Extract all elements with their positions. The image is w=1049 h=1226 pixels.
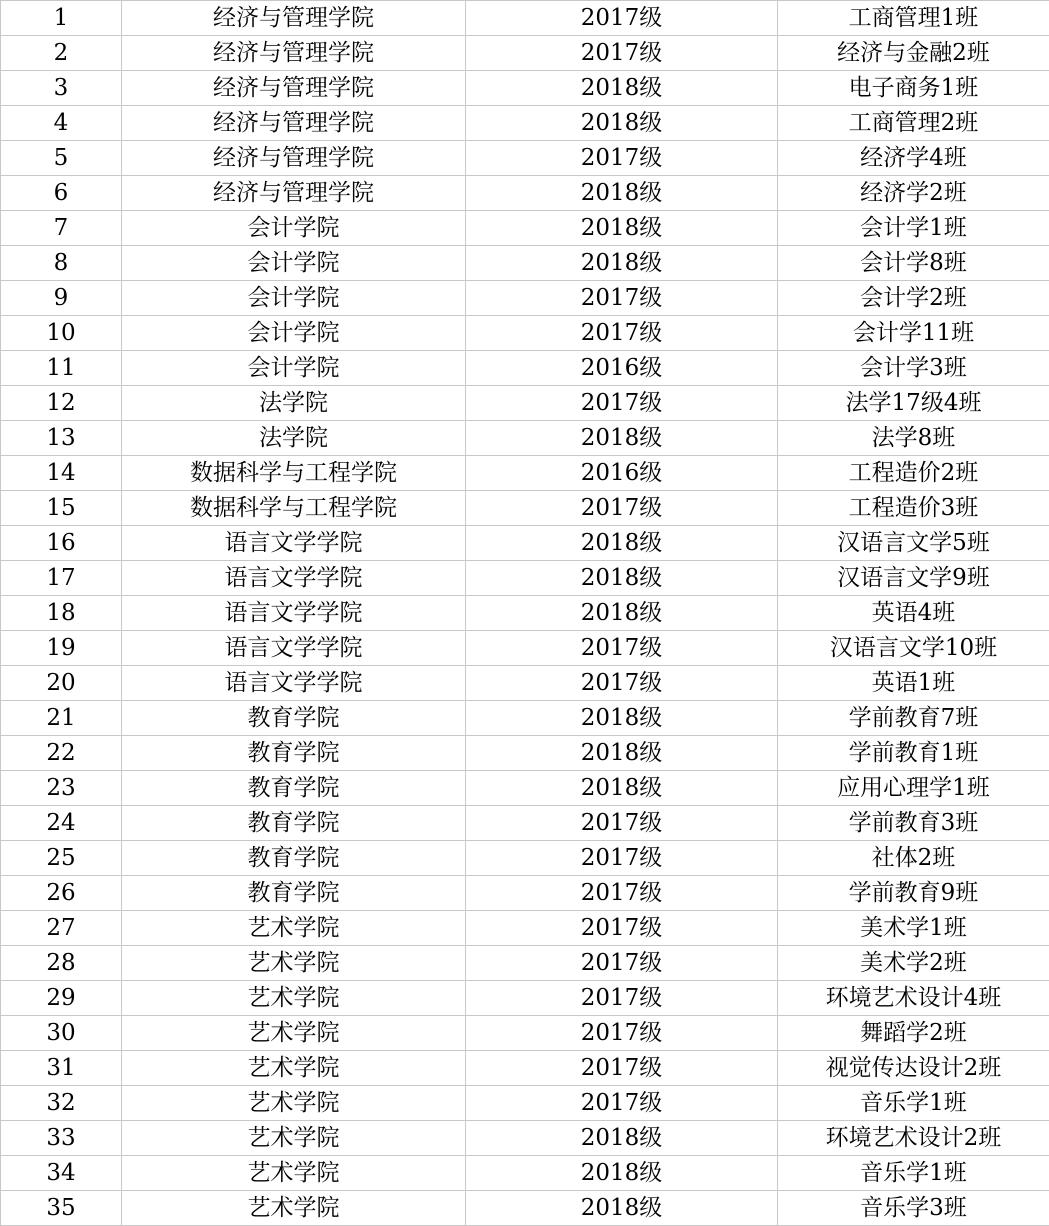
row-number-cell: 11: [1, 351, 122, 386]
class-name-cell: 学前教育1班: [778, 736, 1049, 771]
table-row: [1, 911, 1049, 946]
grade-cell: 2018级: [466, 771, 778, 806]
college-cell: 教育学院: [122, 701, 466, 736]
row-number-cell: 30: [1, 1016, 122, 1051]
class-name-cell: 英语1班: [778, 666, 1049, 701]
college-cell: 语言文学学院: [122, 596, 466, 631]
row-number-cell: 27: [1, 911, 122, 946]
class-name-cell: 会计学11班: [778, 316, 1049, 351]
class-name-cell: 会计学8班: [778, 246, 1049, 281]
table-row: [1, 1086, 1049, 1121]
row-number-cell: 5: [1, 141, 122, 176]
class-name-cell: 汉语言文学5班: [778, 526, 1049, 561]
grade-cell: 2017级: [466, 281, 778, 316]
college-cell: 教育学院: [122, 876, 466, 911]
table-row: [1, 36, 1049, 71]
row-number-cell: 21: [1, 701, 122, 736]
table-row: [1, 71, 1049, 106]
row-number-cell: 23: [1, 771, 122, 806]
college-cell: 经济与管理学院: [122, 141, 466, 176]
row-number-cell: 18: [1, 596, 122, 631]
grade-cell: 2018级: [466, 1121, 778, 1156]
grade-cell: 2018级: [466, 1191, 778, 1226]
table-row: [1, 176, 1049, 211]
row-number-cell: 17: [1, 561, 122, 596]
grade-cell: 2018级: [466, 596, 778, 631]
grade-cell: 2017级: [466, 1, 778, 36]
college-cell: 经济与管理学院: [122, 106, 466, 141]
row-number-cell: 16: [1, 526, 122, 561]
class-name-cell: 学前教育9班: [778, 876, 1049, 911]
table-row: [1, 841, 1049, 876]
table-row: [1, 1, 1049, 36]
college-cell: 语言文学学院: [122, 666, 466, 701]
college-cell: 经济与管理学院: [122, 176, 466, 211]
class-name-cell: 视觉传达设计2班: [778, 1051, 1049, 1086]
row-number-cell: 29: [1, 981, 122, 1016]
grade-cell: 2017级: [466, 386, 778, 421]
class-name-cell: 环境艺术设计4班: [778, 981, 1049, 1016]
row-number-cell: 10: [1, 316, 122, 351]
table-row: [1, 736, 1049, 771]
class-name-cell: 法学8班: [778, 421, 1049, 456]
table-row: [1, 806, 1049, 841]
class-name-cell: 美术学2班: [778, 946, 1049, 981]
class-name-cell: 英语4班: [778, 596, 1049, 631]
grade-cell: 2017级: [466, 141, 778, 176]
grade-cell: 2017级: [466, 841, 778, 876]
table-row: [1, 981, 1049, 1016]
college-cell: 经济与管理学院: [122, 1, 466, 36]
class-name-cell: 经济学4班: [778, 141, 1049, 176]
class-name-cell: 会计学3班: [778, 351, 1049, 386]
row-number-cell: 33: [1, 1121, 122, 1156]
grade-cell: 2018级: [466, 421, 778, 456]
row-number-cell: 19: [1, 631, 122, 666]
table-row: [1, 211, 1049, 246]
college-cell: 法学院: [122, 421, 466, 456]
grade-cell: 2018级: [466, 736, 778, 771]
college-cell: 教育学院: [122, 806, 466, 841]
college-cell: 教育学院: [122, 736, 466, 771]
grade-cell: 2018级: [466, 106, 778, 141]
table-row: [1, 701, 1049, 736]
grade-cell: 2018级: [466, 701, 778, 736]
grade-cell: 2017级: [466, 1086, 778, 1121]
college-cell: 艺术学院: [122, 911, 466, 946]
table-row: [1, 561, 1049, 596]
college-cell: 会计学院: [122, 246, 466, 281]
table-row: [1, 596, 1049, 631]
table-row: [1, 526, 1049, 561]
class-name-cell: 会计学2班: [778, 281, 1049, 316]
row-number-cell: 1: [1, 1, 122, 36]
table-row: [1, 876, 1049, 911]
table-row: [1, 1156, 1049, 1191]
college-cell: 经济与管理学院: [122, 36, 466, 71]
row-number-cell: 4: [1, 106, 122, 141]
row-number-cell: 2: [1, 36, 122, 71]
table-row: [1, 1051, 1049, 1086]
college-cell: 会计学院: [122, 211, 466, 246]
table-row: [1, 946, 1049, 981]
college-cell: 艺术学院: [122, 1121, 466, 1156]
grade-cell: 2017级: [466, 1051, 778, 1086]
class-name-cell: 工程造价3班: [778, 491, 1049, 526]
grade-cell: 2017级: [466, 911, 778, 946]
college-cell: 教育学院: [122, 841, 466, 876]
table-row: [1, 421, 1049, 456]
college-cell: 教育学院: [122, 771, 466, 806]
grade-cell: 2018级: [466, 176, 778, 211]
table-row: [1, 456, 1049, 491]
row-number-cell: 12: [1, 386, 122, 421]
table-row: [1, 106, 1049, 141]
college-cell: 会计学院: [122, 316, 466, 351]
table-row: [1, 1191, 1049, 1226]
row-number-cell: 31: [1, 1051, 122, 1086]
class-name-cell: 汉语言文学9班: [778, 561, 1049, 596]
college-cell: 数据科学与工程学院: [122, 456, 466, 491]
class-name-cell: 汉语言文学10班: [778, 631, 1049, 666]
class-name-cell: 经济与金融2班: [778, 36, 1049, 71]
grade-cell: 2017级: [466, 981, 778, 1016]
class-name-cell: 工商管理1班: [778, 1, 1049, 36]
grade-cell: 2017级: [466, 946, 778, 981]
college-cell: 语言文学学院: [122, 561, 466, 596]
class-name-cell: 应用心理学1班: [778, 771, 1049, 806]
grade-cell: 2017级: [466, 36, 778, 71]
table-row: [1, 246, 1049, 281]
college-cell: 语言文学学院: [122, 526, 466, 561]
grade-cell: 2016级: [466, 456, 778, 491]
table-row: [1, 141, 1049, 176]
grade-cell: 2018级: [466, 526, 778, 561]
college-cell: 数据科学与工程学院: [122, 491, 466, 526]
table-row: [1, 666, 1049, 701]
grade-cell: 2017级: [466, 666, 778, 701]
class-name-cell: 电子商务1班: [778, 71, 1049, 106]
grade-cell: 2017级: [466, 491, 778, 526]
college-cell: 艺术学院: [122, 1156, 466, 1191]
table-row: [1, 351, 1049, 386]
college-cell: 语言文学学院: [122, 631, 466, 666]
college-cell: 艺术学院: [122, 1191, 466, 1226]
row-number-cell: 7: [1, 211, 122, 246]
table-row: [1, 631, 1049, 666]
row-number-cell: 15: [1, 491, 122, 526]
grade-cell: 2018级: [466, 1156, 778, 1191]
college-cell: 法学院: [122, 386, 466, 421]
college-cell: 经济与管理学院: [122, 71, 466, 106]
row-number-cell: 24: [1, 806, 122, 841]
grade-cell: 2017级: [466, 806, 778, 841]
class-name-cell: 美术学1班: [778, 911, 1049, 946]
row-number-cell: 14: [1, 456, 122, 491]
table-row: [1, 281, 1049, 316]
grade-cell: 2016级: [466, 351, 778, 386]
class-name-cell: 工商管理2班: [778, 106, 1049, 141]
row-number-cell: 20: [1, 666, 122, 701]
college-cell: 会计学院: [122, 351, 466, 386]
table-row: [1, 316, 1049, 351]
class-name-cell: 学前教育3班: [778, 806, 1049, 841]
grade-cell: 2018级: [466, 561, 778, 596]
college-cell: 会计学院: [122, 281, 466, 316]
class-name-cell: 环境艺术设计2班: [778, 1121, 1049, 1156]
row-number-cell: 13: [1, 421, 122, 456]
table-row: [1, 771, 1049, 806]
class-name-cell: 经济学2班: [778, 176, 1049, 211]
college-cell: 艺术学院: [122, 1086, 466, 1121]
row-number-cell: 3: [1, 71, 122, 106]
grade-cell: 2017级: [466, 1016, 778, 1051]
table-row: [1, 1016, 1049, 1051]
class-name-cell: 学前教育7班: [778, 701, 1049, 736]
grade-cell: 2017级: [466, 316, 778, 351]
class-name-cell: 音乐学3班: [778, 1191, 1049, 1226]
row-number-cell: 25: [1, 841, 122, 876]
college-cell: 艺术学院: [122, 981, 466, 1016]
row-number-cell: 6: [1, 176, 122, 211]
grade-cell: 2018级: [466, 246, 778, 281]
class-name-cell: 法学17级4班: [778, 386, 1049, 421]
row-number-cell: 9: [1, 281, 122, 316]
row-number-cell: 8: [1, 246, 122, 281]
table-row: [1, 1121, 1049, 1156]
row-number-cell: 34: [1, 1156, 122, 1191]
table-body: [1, 1, 1049, 1226]
row-number-cell: 28: [1, 946, 122, 981]
class-name-cell: 音乐学1班: [778, 1086, 1049, 1121]
class-name-cell: 舞蹈学2班: [778, 1016, 1049, 1051]
college-cell: 艺术学院: [122, 1051, 466, 1086]
table-row: [1, 491, 1049, 526]
college-cell: 艺术学院: [122, 1016, 466, 1051]
row-number-cell: 26: [1, 876, 122, 911]
row-number-cell: 32: [1, 1086, 122, 1121]
class-name-cell: 音乐学1班: [778, 1156, 1049, 1191]
grade-cell: 2017级: [466, 876, 778, 911]
class-name-cell: 会计学1班: [778, 211, 1049, 246]
college-cell: 艺术学院: [122, 946, 466, 981]
grade-cell: 2018级: [466, 71, 778, 106]
class-name-cell: 社体2班: [778, 841, 1049, 876]
table-row: [1, 386, 1049, 421]
grade-cell: 2018级: [466, 211, 778, 246]
row-number-cell: 22: [1, 736, 122, 771]
class-name-cell: 工程造价2班: [778, 456, 1049, 491]
grade-cell: 2017级: [466, 631, 778, 666]
row-number-cell: 35: [1, 1191, 122, 1226]
